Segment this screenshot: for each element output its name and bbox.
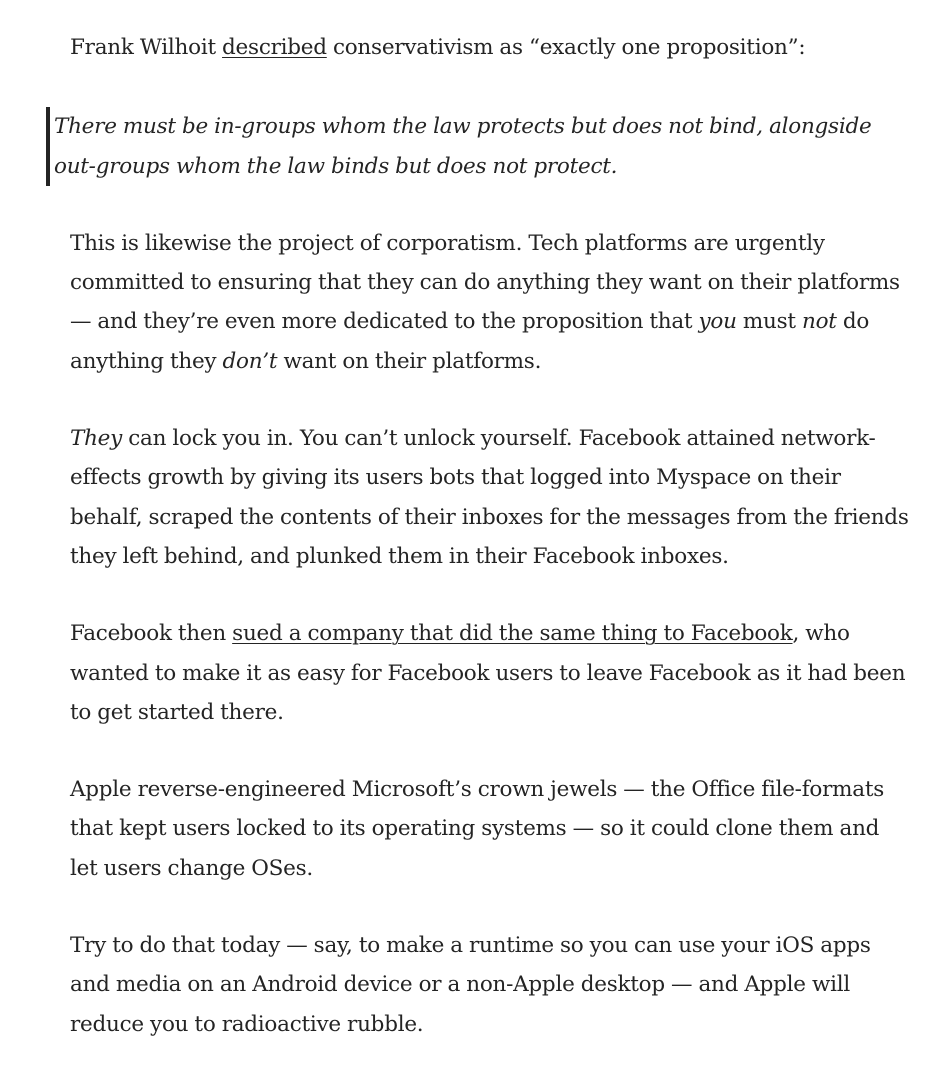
- paragraph-text: Facebook then: [70, 621, 233, 647]
- paragraph-text: , who wanted to make it as easy for Facebook users to leave Facebook as it had been to get started there.: [70, 621, 906, 725]
- paragraph-corporatism: [70, 224, 910, 381]
- emphasis-they: They: [70, 426, 123, 452]
- article-body: [54, 28, 910, 1082]
- paragraph-text: must: [736, 309, 802, 335]
- paragraph-apple-office: [70, 770, 910, 888]
- pull-quote-text: There must be in-groups whom the law protects but does not bind, alongside out-groups whom the law binds but does not protect.: [54, 114, 872, 179]
- paragraph-text: do anything they: [70, 309, 870, 374]
- paragraph-text: This is likewise the project of corporatism. Tech platforms are urgently committed to ensuring that they can do anything they want on their platforms — and they’re even more dedicated to the proposition that: [70, 230, 900, 335]
- paragraph-facebook-lawsuit: [70, 614, 910, 732]
- emphasis-dont: don’t: [222, 348, 278, 374]
- lawsuit-link[interactable]: sued a company that did the same thing to Facebook: [232, 621, 793, 647]
- described-link[interactable]: described: [222, 35, 327, 60]
- paragraph-text: Try to do that today — say, to make a runtime so you can use your iOS apps and media on an Android device or a non-Apple desktop — and Apple will reduce you to radioactive rubble.: [70, 933, 871, 1037]
- paragraph-intro-text-end: conservativism as “exactly one proposition”:: [326, 35, 806, 60]
- emphasis-you: you: [698, 309, 737, 335]
- paragraph-apple-today: [70, 926, 910, 1044]
- paragraph-intro-text: Frank Wilhoit: [70, 35, 223, 60]
- emphasis-not: not: [801, 309, 837, 335]
- paragraph-text: can lock you in. You can’t unlock yourself. Facebook attained network-effects growth by giving its users bots that logged into Myspace on their behalf, scraped the contents of their inboxes for the messages from the friends they left behind, and plunked them in their Facebook inboxes.: [70, 426, 909, 569]
- paragraph-text: Apple reverse-engineered Microsoft’s crown jewels — the Office file-formats that kept users locked to its operating systems — so it could clone them and let users change OSes.: [70, 777, 884, 881]
- paragraph-intro: [70, 28, 910, 67]
- paragraph-lock-in: [70, 419, 910, 576]
- pull-quote: [46, 107, 910, 186]
- paragraph-text: want on their platforms.: [277, 348, 542, 374]
